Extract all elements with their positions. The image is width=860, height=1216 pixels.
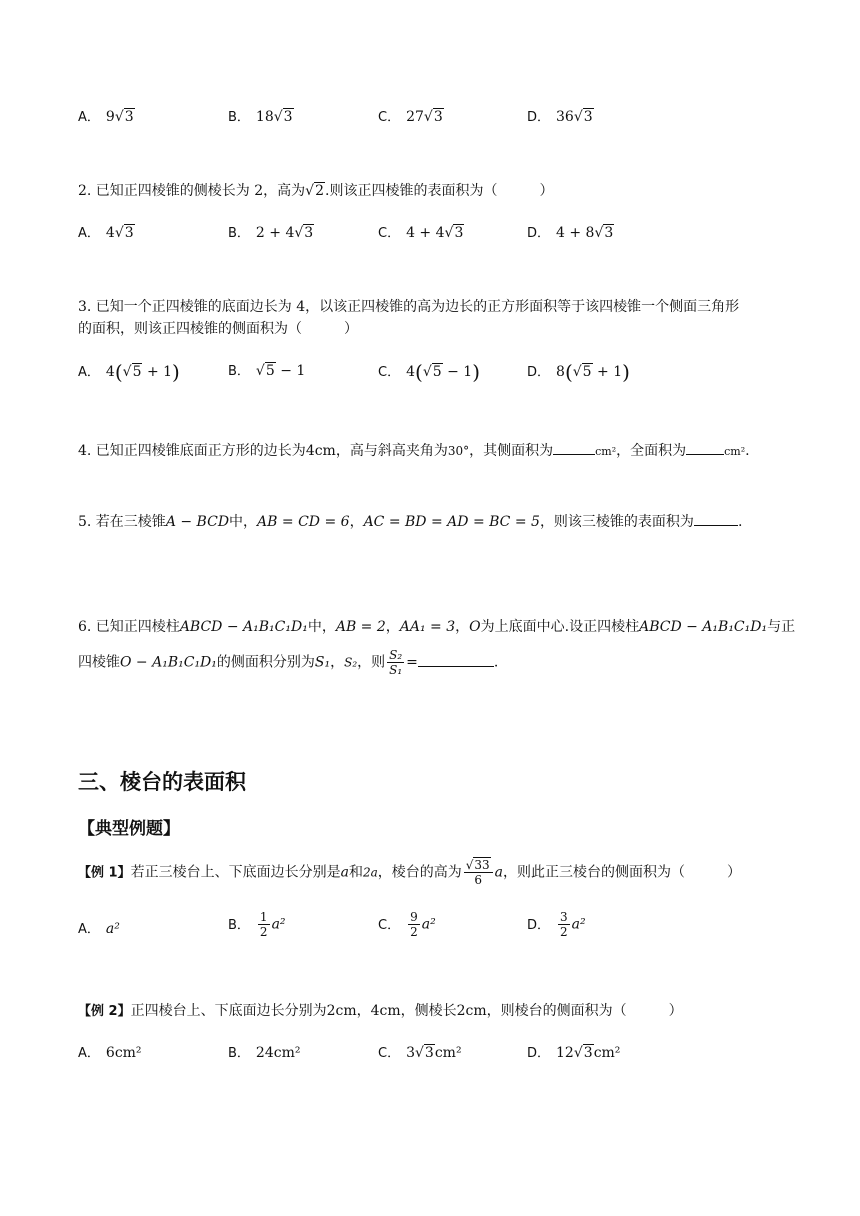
q3-option-d[interactable]: D． 8(√5 + 1): [527, 360, 630, 384]
unit: cm²: [434, 1045, 462, 1061]
q5-eq: AC = BD = AD = BC = 5: [363, 514, 540, 530]
q6-prism: ABCD − A₁B₁C₁D₁: [639, 619, 768, 635]
q3-stem-line2: 的面积，则该正四棱锥的侧面积为（ ）: [78, 321, 358, 337]
q6-eq: AA₁ = 3: [399, 619, 456, 635]
radicand: 3: [424, 1045, 434, 1061]
ex2-text: 正四棱台上、下底面边长分别为: [130, 1003, 327, 1019]
ex2-value: 4cm: [370, 1003, 401, 1019]
denominator: 2: [259, 925, 268, 939]
q5-stem: [78, 511, 742, 531]
option-label: C．: [378, 917, 401, 933]
ex2-stem: [78, 1000, 683, 1020]
unit: cm²: [593, 1045, 621, 1061]
ex1-text: 若正三棱台上、下底面边长分别是: [130, 864, 341, 881]
radicand: 3: [433, 109, 443, 125]
option-label: B．: [228, 364, 250, 379]
coef: 3: [406, 1045, 415, 1061]
numerator: S₂: [389, 648, 403, 662]
q2-text: 2. 已知正四棱锥的侧棱长为 2，高为: [78, 183, 306, 199]
q6-text: ，则: [357, 654, 386, 671]
value: 6cm²: [105, 1045, 142, 1061]
q6-text: .: [493, 654, 499, 671]
q6-stem-line1: [78, 616, 795, 636]
fraction: [408, 910, 420, 939]
option-label: D．: [527, 226, 551, 241]
q6-stem-line2: [78, 648, 498, 677]
option-label: A．: [78, 1046, 100, 1061]
fraction: [558, 910, 570, 939]
numerator: 3: [560, 910, 568, 924]
coef: 4: [105, 225, 115, 241]
q4-text: .: [745, 443, 750, 459]
q3-option-a[interactable]: A． 4(√5 + 1): [78, 360, 180, 384]
ex2-option-c[interactable]: [378, 1042, 462, 1061]
q6-eq: AB = 2: [335, 619, 386, 635]
coef: 2 + 4: [255, 225, 295, 241]
q6-text: 的侧面积分别为: [216, 654, 315, 671]
radicand: 3: [124, 109, 134, 125]
denominator: 2: [560, 925, 568, 939]
option-label: B．: [228, 110, 250, 125]
option-label: B．: [228, 1046, 250, 1061]
ex2-option-d[interactable]: [527, 1042, 620, 1061]
sqrt: √3: [573, 1045, 593, 1061]
answer-blank[interactable]: [553, 442, 595, 455]
radicand: 3: [583, 1045, 593, 1061]
denominator: 2: [410, 925, 418, 939]
sqrt: √3: [444, 225, 464, 241]
ex1-text: ，棱台的高为: [377, 864, 462, 881]
tail: − 1: [280, 363, 306, 379]
tail: − 1: [447, 364, 473, 380]
q2-option-c[interactable]: [378, 222, 464, 241]
ex1-var: a: [494, 864, 504, 881]
coef: 36: [556, 109, 574, 125]
ex1-var: 2a: [362, 865, 378, 880]
radicand: 3: [283, 109, 293, 125]
unit: cm²: [595, 445, 617, 458]
sqrt: √3: [294, 225, 314, 241]
q4-text: ，全面积为: [616, 443, 687, 459]
q5-text: 5. 若在三棱锥: [78, 514, 166, 530]
option-label: D．: [527, 365, 551, 380]
ex1-option-b[interactable]: [228, 910, 286, 939]
q4-text: ，其侧面积为: [469, 443, 554, 459]
ex2-option-b[interactable]: [228, 1042, 300, 1061]
unit: cm²: [724, 445, 746, 458]
sqrt: √5: [122, 364, 142, 380]
answer-blank[interactable]: [694, 513, 738, 526]
option-label: A．: [78, 922, 100, 937]
example-tag: 【例 2】: [78, 1004, 131, 1019]
ex1-text: ，则此正三棱台的侧面积为（ ）: [503, 864, 742, 881]
q3-option-c[interactable]: C． 4(√5 − 1): [378, 360, 481, 384]
sqrt: √33: [465, 858, 490, 872]
q4-angle: 30°: [447, 444, 470, 458]
q4-text: ，高与斜高夹角为: [335, 443, 448, 459]
radicand: 5: [132, 364, 142, 380]
q6-text: ，: [455, 619, 470, 635]
q2-text: .则该正四棱锥的表面积为（ ）: [325, 183, 554, 199]
q1-options: [78, 106, 778, 130]
coef: 9: [105, 109, 115, 125]
q3-options: [78, 360, 778, 384]
q1-option-d[interactable]: [527, 106, 594, 125]
q6-text: 与正: [767, 619, 796, 635]
option-label: C．: [378, 226, 401, 241]
sqrt: √5: [255, 363, 275, 379]
radicand: 3: [604, 225, 614, 241]
sqrt: √3: [573, 109, 593, 125]
tail: + 1: [597, 364, 623, 380]
q6-text: 为上底面中心.设正四棱柱: [480, 619, 640, 635]
radicand: 3: [454, 225, 464, 241]
q5-text: .: [737, 514, 743, 530]
ex1-option-d[interactable]: [527, 910, 586, 939]
option-label: B．: [228, 917, 250, 933]
value: a²: [271, 916, 286, 933]
radicand: 2: [315, 183, 325, 199]
coef: 4: [105, 364, 115, 380]
numerator: [464, 858, 493, 873]
value: a²: [421, 916, 436, 933]
value: a²: [571, 916, 586, 933]
sqrt: √5: [422, 364, 442, 380]
ex1-var: a: [340, 864, 349, 881]
section-title: 三、棱台的表面积: [78, 770, 246, 794]
sqrt: √3: [415, 1045, 434, 1061]
q3-stem-line1: 3. 已知一个正四棱锥的底面边长为 4，以该正四棱锥的高为边长的正方形面积等于该四棱锥一个侧面三角形: [78, 299, 740, 315]
coef: 4: [406, 364, 415, 380]
coef: 4 + 8: [556, 225, 595, 241]
tail: + 1: [146, 364, 173, 380]
sqrt: √5: [572, 364, 592, 380]
q2-options: [78, 222, 778, 246]
ex1-text: 和: [348, 864, 363, 881]
q5-solid: A − BCD: [165, 514, 230, 530]
coef: 12: [556, 1045, 574, 1061]
denominator: 6: [474, 873, 483, 887]
option-label: C．: [378, 365, 401, 380]
numerator: 1: [259, 910, 268, 924]
numerator: 9: [410, 910, 418, 924]
q1-option-a[interactable]: [78, 106, 135, 125]
q4-text: 4. 已知正四棱锥底面正方形的边长为: [78, 443, 306, 459]
option-label: D．: [527, 1046, 551, 1061]
ex2-option-a[interactable]: [78, 1042, 142, 1061]
option-label: A．: [78, 365, 100, 380]
option-label: D．: [527, 110, 551, 125]
ex2-text: ，: [356, 1003, 371, 1019]
q6-s1: S₁: [314, 654, 331, 671]
q6-text: 6. 已知正四棱柱: [78, 619, 180, 635]
section-subtitle: 【典型例题】: [78, 819, 180, 839]
sqrt: √3: [273, 109, 293, 125]
ex2-value: 2cm: [456, 1003, 487, 1019]
sqrt: √3: [114, 225, 134, 241]
ex2-value: 2cm: [326, 1003, 357, 1019]
q5-text: ，则该三棱锥的表面积为: [539, 514, 694, 530]
value: a²: [105, 921, 120, 937]
ex1-option-c[interactable]: [378, 910, 436, 939]
option-label: B．: [228, 226, 250, 241]
q6-pyramid: O − A₁B₁C₁D₁: [120, 654, 217, 671]
ex1-stem: [78, 858, 741, 887]
ex1-option-a[interactable]: [78, 918, 120, 937]
q5-text: ，: [349, 514, 364, 530]
q6-prism: ABCD − A₁B₁C₁D₁: [179, 619, 308, 635]
ex2-text: ，则棱台的侧面积为（ ）: [486, 1003, 683, 1019]
q2-option-b[interactable]: [228, 222, 314, 241]
radicand: 33: [474, 858, 490, 872]
q6-s2: S₂: [344, 655, 358, 670]
denominator: S₁: [389, 663, 403, 677]
q3-option-b[interactable]: [228, 360, 305, 379]
option-label: D．: [527, 917, 551, 933]
q5-text: 中，: [229, 514, 258, 530]
q1-option-c[interactable]: [378, 106, 444, 125]
q6-o: O: [469, 619, 481, 635]
q6-text: =: [406, 654, 418, 671]
answer-blank[interactable]: [686, 442, 724, 455]
ex2-text: ，侧棱长: [400, 1003, 457, 1019]
option-label: A．: [78, 110, 100, 125]
q6-fraction: [387, 648, 404, 677]
answer-blank[interactable]: [418, 654, 494, 667]
ex1-options: [78, 910, 778, 942]
sqrt: √2: [305, 183, 325, 199]
coef: 27: [406, 109, 424, 125]
q6-text: 四棱锥: [78, 654, 120, 671]
q4-stem: [78, 440, 750, 460]
coef: 4 + 4: [406, 225, 445, 241]
q4-length: 4cm: [305, 443, 336, 459]
radicand: 3: [304, 225, 314, 241]
fraction: [258, 910, 270, 939]
radicand: 5: [265, 363, 275, 379]
radicand: 3: [124, 225, 134, 241]
q2-option-a[interactable]: [78, 222, 135, 241]
sqrt: √3: [114, 109, 134, 125]
example-tag: 【例 1】: [78, 865, 131, 881]
q6-text: ，: [330, 654, 345, 671]
option-label: C．: [378, 1046, 401, 1061]
option-label: C．: [378, 110, 401, 125]
sqrt: √3: [423, 109, 443, 125]
q5-eq: AB = CD = 6: [257, 514, 350, 530]
q1-option-b[interactable]: [228, 106, 294, 125]
radicand: 5: [582, 364, 592, 380]
value: 24cm²: [255, 1045, 301, 1061]
q2-stem: [78, 180, 553, 200]
q6-text: 中，: [307, 619, 336, 635]
option-label: A．: [78, 226, 100, 241]
q6-text: ，: [385, 619, 400, 635]
sqrt: √3: [594, 225, 614, 241]
radicand: 5: [432, 364, 442, 380]
q2-option-d[interactable]: [527, 222, 614, 241]
coef: 8: [556, 364, 565, 380]
coef: 18: [255, 109, 274, 125]
ex2-options: [78, 1042, 778, 1066]
ex1-height-fraction: [464, 858, 493, 887]
radicand: 3: [583, 109, 593, 125]
